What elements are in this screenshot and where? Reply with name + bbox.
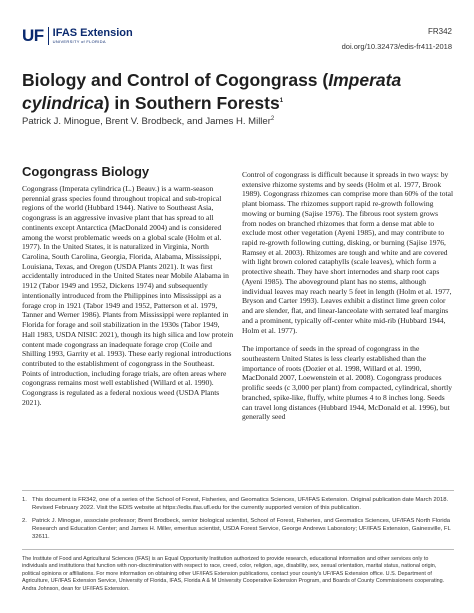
uf-ifas-logo <box>22 26 133 46</box>
logo-divider <box>48 27 49 45</box>
footnote-1-text: This document is FR342, one of a series of the School of Forest, Fisheries, and Geomatics Sciences, UF/IFAS Extension. Original publication date March 2018. Revised February 2022. Visit the EDIS website at https://edis.ifas.ufl.edu for the currently supported version of this publication. <box>32 497 449 511</box>
footnote-divider <box>22 490 454 491</box>
right-paragraph-2: The importance of seeds in the spread of cogongrass in the southeastern United States is less clearly established than the importance of roots (Dozier et al. 1998, Willard et al. 1990, MacDonald 2007, Loewenstein et al. 2008). Cogongrass produces prolific seeds (c 3,000 per plant) from compacted, cylindrical, shortly branched, spike-like, fluffy, white plumes 4 to 8 inches long. Seeds can travel long distances (Hubbard 1944, McDonald et al. 1996), but generally seed <box>242 344 452 422</box>
author-names: Patrick J. Minogue, Brent V. Brodbeck, and James H. Miller <box>22 116 271 128</box>
doi-link[interactable]: doi.org/10.32473/edis-fr411-2018 <box>341 42 452 51</box>
title-end: ) in Southern Forests <box>103 92 280 113</box>
title-italic: Imperata cylindrica <box>22 70 402 113</box>
logo-title: IFAS Extension <box>52 27 133 39</box>
footnote-2 <box>22 518 454 542</box>
page-title <box>22 70 452 114</box>
logo-mark: UF <box>22 26 44 45</box>
equal-opportunity-disclaimer: The Institute of Food and Agricultural Sciences (IFAS) is an Equal Opportunity Institution authorized to provide research, educational information and other services only to individuals and institutions that function with non-discrimination with respect to race, creed, color, religion, age, disability, sex, sexual orientation, marital status, national origin, political opinions or affiliations. For more information on obtaining other UF/IFAS Extension publications, contact your county's UF/IFAS Extension office. U.S. Department of Agriculture, UF/IFAS Extension Service, University of Florida, IFAS, Florida A & M University Cooperative Extension Program, and Boards of County Commissioners cooperating. Andra Johnson, dean for UF/IFAS Extension. <box>22 556 445 592</box>
logo-text <box>53 28 133 44</box>
footnote-1 <box>22 497 454 513</box>
title-main: Biology and Control of Cogongrass ( <box>22 70 329 90</box>
document-id: FR342 <box>427 27 452 36</box>
footnote-2-text: Patrick J. Minogue, associate professor; Brent Brodbeck, senior biological scientist, School of Forest, Fisheries, and Geomatics Sciences, UF/IFAS North Florida Research and Education Center; and James H. Miller, emeritus scientist, USDA Forest Service, George Andrews Laboratory; UF/IFAS Extension, Gainesville, FL 32611. <box>32 518 451 540</box>
authors-footnote-ref: 2 <box>270 116 275 122</box>
left-paragraph-1: Cogongrass (Imperata cylindrica (L.) Beauv.) is a warm-season perennial grass species found throughout tropical and sub-tropical regions of the world (Hubbard 1944). Native to Southeast Asia, cogongrass is an aggressive invasive plant that has spread to all continents except Antarctica (MacDonald 2004) and is considered among the worst problematic weeds on a global scale (Holm et al. 1977). In the United States, it is naturalized in Virginia, North Carolina, South Carolina, Georgia, Florida, Alabama, Mississippi, Louisiana, Texas, and Oregon (USDA Plants 2021). It was first accidentally introduced in the United States near Mobile Alabama in 1912 (Tabor 1949 and 1952, Dickens 1974) and subsequently intentionally introduced from the Philippines into Mississippi as a forage crop in 1921 (Tabor 1949 and 1952, Patterson et al. 1979, Tanner and Werner 1986). Plants from Mississippi were replanted in Florida for forage and soil stabilization in the 1930s (Tabor 1949, Hall 1983, USDA NISIC 2021), though its high silica and low protein content made cogongrass an inadequate forage crop (Coile and Shilling 1993, Garrity et al. 1993). These early regional introductions contributed to the establishment of cogongrass in the Southeast. Points of introduction, including forage trials, are often areas where cogongrass remains most well established (Willard et al. 1990). Cogongrass is regulated as a federal noxious weed (USDA Plants 2021). <box>22 184 234 407</box>
right-paragraph-1: Control of cogongrass is difficult because it spreads in two ways: by extensive rhizome systems and by seeds (Holm et al. 1977, Brook 1989). Cogongrass rhizomes can comprise more than 60% of the total plant biomass. The rhizomes support rapid re-growth following mowing or burning (Sajise 1976). The fibrous root system grows from nodes on branched rhizomes that form a dense mat able to exclude most other vegetation (Ayeni 1985), and may contribute to rapid re-growth following cutting, disking, or burning (Sajise 1976, Ramsey et al. 2003). Rhizomes are tough and white and are covered with light brown colored cataphylls (scale leaves), which form a protective sheath. They have short internodes and sharp root caps (Ayeni 1985). The aboveground plant has no stems, although individual leaves may reach nearly 5 feet in length (Holm et al. 1977, Bryson and Carter 1993). Leaves exhibit a distinct lime green color and are slender, flat, and linear-lanceolate with serrated leaf margins and a prominent, typically off-center white mid-rib (Hubbard 1944, Holm et al. 1977). <box>242 170 454 335</box>
right-column <box>242 170 454 422</box>
disclaimer-divider <box>22 549 454 550</box>
logo-subtitle: UNIVERSITY of FLORIDA <box>52 39 106 44</box>
footnote-2-number: 2. <box>22 518 27 524</box>
section-heading: Cogongrass Biology <box>22 164 150 179</box>
left-column <box>22 184 234 408</box>
authors <box>22 116 274 127</box>
title-footnote-ref: 1 <box>279 98 284 104</box>
footnote-1-number: 1. <box>22 497 27 503</box>
